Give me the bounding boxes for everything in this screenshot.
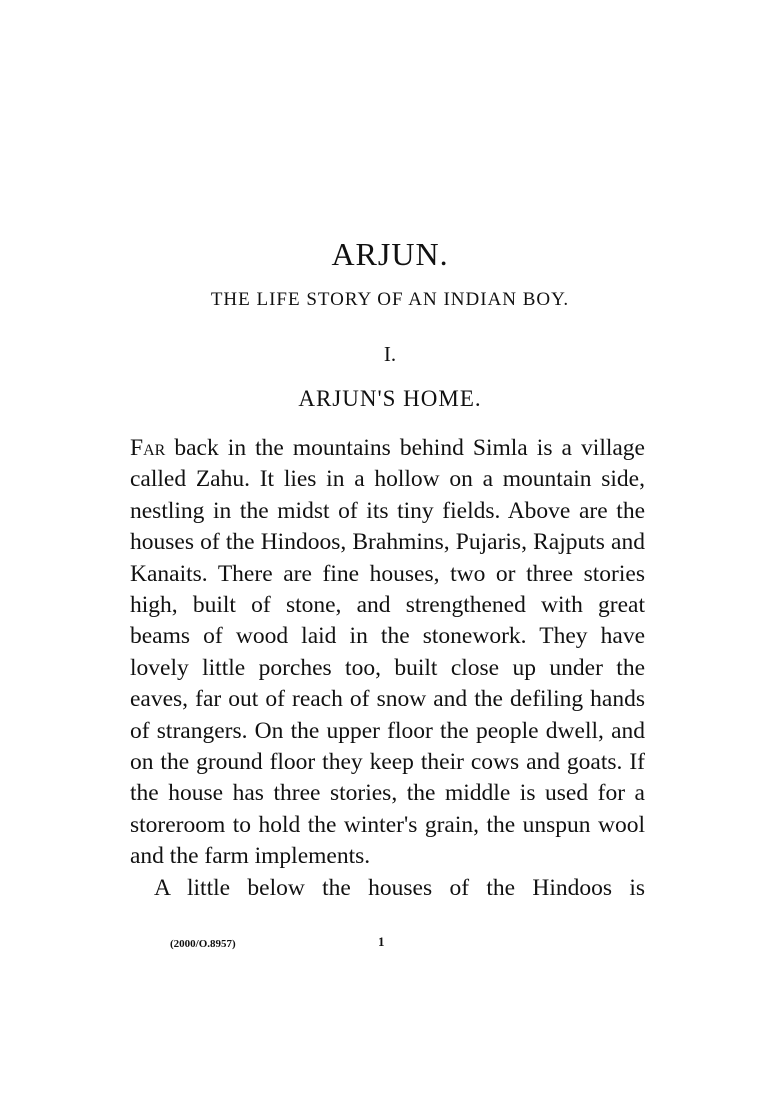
body-text	[130, 433, 645, 904]
opening-word: Far	[130, 435, 166, 461]
printer-signature: (2000/O.8957)	[170, 938, 236, 950]
paragraph-1	[130, 433, 645, 873]
chapter-title: ARJUN'S HOME.	[298, 386, 482, 411]
book-title: ARJUN.	[331, 236, 449, 272]
page-number: 1	[378, 934, 385, 949]
paragraph-1-text: back in the mountains behind Simla is a village called Zahu. It lies in a hollow on a mountain side, nestling in the midst of its tiny fields. Above are the houses of the Hindoos, Brahmins, Pujaris, Rajputs and Kanaits. There are fine houses, two or three stories high, built of stone, and strengthened with great beams of wood laid in the stonework. They have lovely little porches too, built close up under the eaves, far out of reach of snow and the defiling hands of strangers. On the upper floor the people dwell, and on the ground floor they keep their cows and goats. If the house has three stories, the middle is used for a storeroom to hold the winter's grain, the unspun wool and the farm implements.	[130, 435, 645, 870]
chapter-number: I.	[383, 342, 397, 366]
paragraph-2: A little below the houses of the Hindoos is	[154, 874, 645, 901]
book-subtitle: THE LIFE STORY OF AN INDIAN BOY.	[210, 289, 570, 310]
